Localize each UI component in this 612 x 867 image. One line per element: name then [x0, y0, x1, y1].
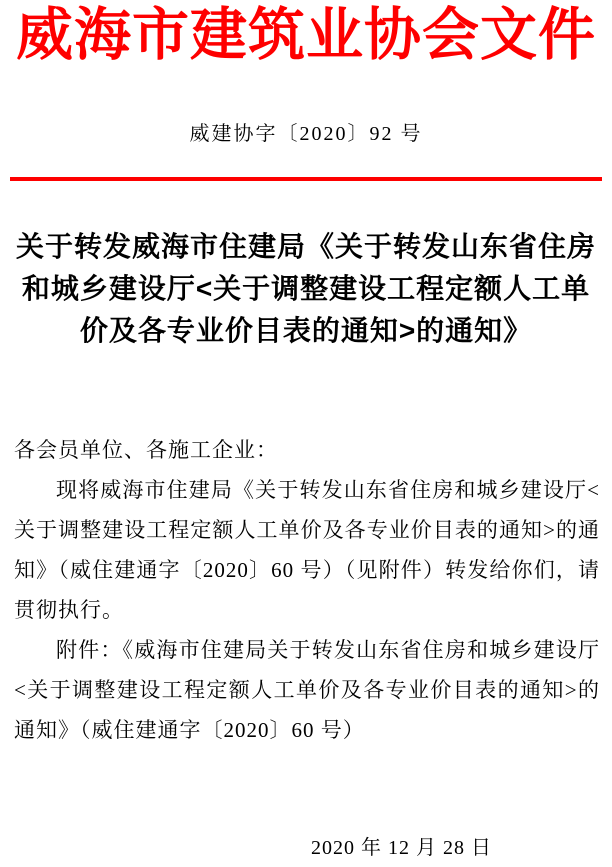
document-body — [0, 226, 612, 862]
salutation: 各会员单位、各施工企业： — [14, 438, 278, 462]
document-number: 威建协字〔2020〕92 号 — [189, 123, 423, 145]
attachment-paragraph: 附件：《威海市住建局关于转发山东省住房和城乡建设厅<关于调整建设工程定额人工单价及各专业价目表的通知>的通知》（威住建通字〔2020〕60 号） — [14, 638, 600, 742]
letterhead-title: 威海市建筑业协会文件 — [16, 4, 596, 67]
body-text-block — [14, 430, 600, 750]
body-paragraph: 现将威海市住建局《关于转发山东省住房和城乡建设厅<关于调整建设工程定额人工单价及各专业价目表的通知>的通知》（威住建通字〔2020〕60 号）（见附件）转发给你们，请贯彻执行。 — [14, 478, 600, 622]
document-page — [0, 2, 612, 867]
document-letterhead — [0, 2, 612, 181]
document-title: 关于转发威海市住建局《关于转发山东省住房和城乡建设厅<关于调整建设工程定额人工单价及各专业价目表的通知>的通知》 — [15, 231, 596, 346]
issue-date: 2020 年 12 月 28 日 — [311, 837, 492, 859]
letterhead-divider — [10, 177, 602, 181]
